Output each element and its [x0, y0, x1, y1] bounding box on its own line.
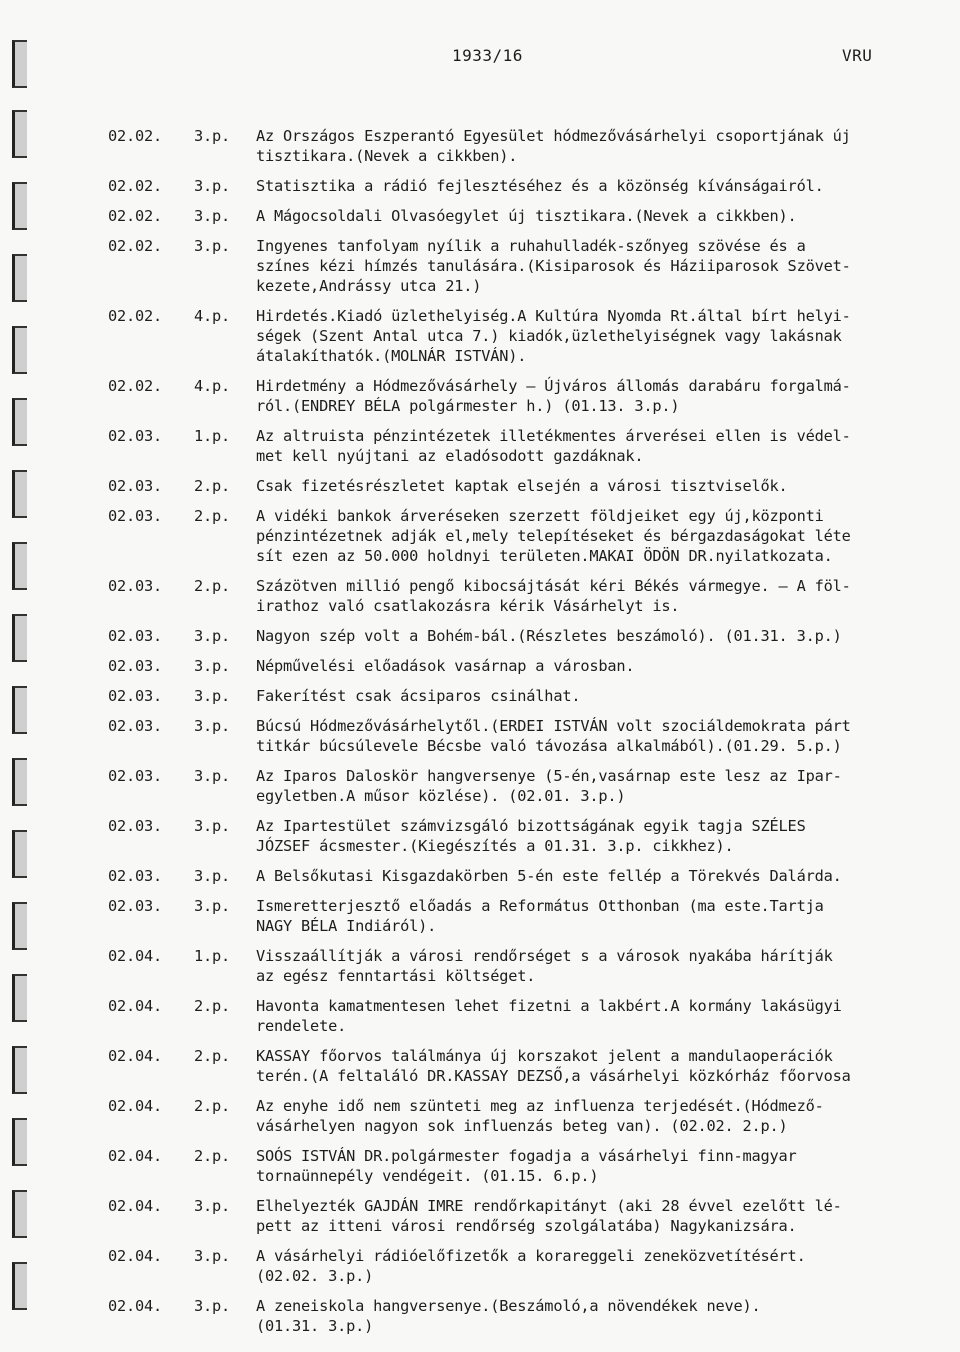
entry-page: 3.p.	[194, 657, 231, 675]
entry-page: 2.p.	[194, 477, 231, 495]
binding-hole	[12, 542, 27, 590]
list-item	[108, 716, 948, 756]
list-item	[108, 896, 948, 936]
entry-page: 2.p.	[194, 1147, 231, 1165]
entry-text: Az Ipartestület számvizsgáló bizottságának egyik tagja SZÉLES JÓZSEF ácsmester.(Kiegészítés a 01.31. 3.p. cikkhez).	[256, 817, 806, 855]
binding-hole	[12, 398, 27, 446]
binding-hole	[12, 686, 27, 734]
entry-date: 02.03.	[108, 427, 163, 445]
binding-hole	[12, 758, 27, 806]
list-item	[108, 946, 948, 986]
entry-list	[108, 126, 948, 1336]
entry-page: 2.p.	[194, 997, 231, 1015]
list-item	[108, 866, 948, 886]
binding-hole	[12, 1046, 27, 1094]
entry-page: 3.p.	[194, 627, 231, 645]
entry-text: Fakerítést csak ácsiparos csinálhat.	[256, 687, 581, 705]
binding-hole	[12, 974, 27, 1022]
entry-page: 3.p.	[194, 1247, 231, 1265]
entry-text: Nagyon szép volt a Bohém-bál.(Részletes beszámoló). (01.31. 3.p.)	[256, 627, 842, 645]
entry-text: Az Országos Eszperantó Egyesület hódmezővásárhelyi csoportjának új tisztikara.(Nevek a cikkben).	[256, 127, 851, 165]
entry-text: Az Iparos Daloskör hangversenye (5-én,vasárnap este lesz az Ipar- egyletben.A műsor közlése). (02.01. 3.p.)	[256, 767, 842, 805]
binding-hole	[12, 470, 27, 518]
entry-date: 02.02.	[108, 177, 163, 195]
binding-hole	[12, 1262, 27, 1310]
list-item	[108, 1046, 948, 1086]
list-item	[108, 236, 948, 296]
entry-date: 02.04.	[108, 1047, 163, 1065]
entry-date: 02.02.	[108, 127, 163, 145]
entry-text: Csak fizetésrészletet kaptak elsején a városi tisztviselők.	[256, 477, 788, 495]
list-item	[108, 766, 948, 806]
entry-page: 1.p.	[194, 427, 231, 445]
entry-date: 02.03.	[108, 867, 163, 885]
entry-date: 02.03.	[108, 817, 163, 835]
entry-text: Búcsú Hódmezővásárhelytől.(ERDEI ISTVÁN volt szociáldemokrata párt titkár búcsúlevele Bécsbe való távozása alkalmából).(01.29. 5.p.)	[256, 717, 851, 755]
list-item	[108, 686, 948, 706]
list-item	[108, 376, 948, 416]
list-item	[108, 996, 948, 1036]
binding-hole	[12, 40, 27, 88]
entry-text: Elhelyezték GAJDÁN IMRE rendőrkapitányt (aki 28 évvel ezelőtt lé- pett az itteni városi rendőrség szolgálatába) Nagykanizsára.	[256, 1197, 842, 1235]
entry-date: 02.03.	[108, 657, 163, 675]
entry-text: Az enyhe idő nem szünteti meg az influenza terjedését.(Hódmező- vásárhelyen nagyon sok influenzás beteg van). (02.02. 2.p.)	[256, 1097, 824, 1135]
list-item	[108, 126, 948, 166]
entry-page: 3.p.	[194, 687, 231, 705]
list-item	[108, 816, 948, 856]
list-item	[108, 1146, 948, 1186]
entry-text: Az altruista pénzintézetek illetékmentes árverései ellen is védel- met kell nyújtani az eladósodott gazdáknak.	[256, 427, 851, 465]
list-item	[108, 1246, 948, 1286]
binding-holes	[0, 0, 40, 1352]
list-item	[108, 1296, 948, 1336]
entry-date: 02.04.	[108, 1197, 163, 1215]
list-item	[108, 206, 948, 226]
entry-text: Ismeretterjesztő előadás a Református Otthonban (ma este.Tartja NAGY BÉLA Indiáról).	[256, 897, 824, 935]
entry-date: 02.02.	[108, 377, 163, 395]
binding-hole	[12, 1190, 27, 1238]
entry-text: KASSAY főorvos találmánya új korszakot jelent a mandulaoperációk terén.(A feltaláló DR.KASSAY DEZSŐ,a vásárhelyi közkórház főorvosa	[256, 1047, 851, 1085]
entry-page: 4.p.	[194, 377, 231, 395]
entry-text: A zeneiskola hangversenye.(Beszámoló,a növendékek neve). (01.31. 3.p.)	[256, 1297, 761, 1335]
list-item	[108, 656, 948, 676]
list-item	[108, 506, 948, 566]
entry-page: 3.p.	[194, 237, 231, 255]
entry-page: 3.p.	[194, 207, 231, 225]
binding-hole	[12, 902, 27, 950]
entry-page: 3.p.	[194, 1297, 231, 1315]
entry-date: 02.03.	[108, 897, 163, 915]
entry-text: Népművelési előadások vasárnap a városban.	[256, 657, 635, 675]
binding-hole	[12, 1118, 27, 1166]
list-item	[108, 576, 948, 616]
entry-text: Havonta kamatmentesen lehet fizetni a lakbért.A kormány lakásügyi rendelete.	[256, 997, 842, 1035]
entry-page: 3.p.	[194, 817, 231, 835]
entry-text: Hirdetés.Kiadó üzlethelyiség.A Kultúra Nyomda Rt.által bírt helyi- ségek (Szent Antal utca 7.) kiadók,üzlethelyiségnek vagy lakásnak átalakíthatók.(MOLNÁR ISTVÁN).	[256, 307, 851, 365]
entry-date: 02.02.	[108, 237, 163, 255]
entry-date: 02.02.	[108, 207, 163, 225]
list-item	[108, 306, 948, 366]
entry-page: 3.p.	[194, 867, 231, 885]
entry-date: 02.02.	[108, 307, 163, 325]
entry-text: Ingyenes tanfolyam nyílik a ruhahulladék-szőnyeg szövése és a színes kézi hímzés tanulására.(Kisiparosok és Háziiparosok Szövet- kezete,Andrássy utca 21.)	[256, 237, 851, 295]
entry-text: Visszaállítják a városi rendőrséget s a városok nyakába hárítják az egész fenntartási költséget.	[256, 947, 833, 985]
entry-page: 2.p.	[194, 577, 231, 595]
entry-text: A vásárhelyi rádióelőfizetők a korareggeli zeneközvetítésért. (02.02. 3.p.)	[256, 1247, 806, 1285]
entry-date: 02.03.	[108, 767, 163, 785]
binding-hole	[12, 326, 27, 374]
entry-text: A Mágocsoldali Olvasóegylet új tisztikara.(Nevek a cikkben).	[256, 207, 797, 225]
entry-page: 4.p.	[194, 307, 231, 325]
entry-page: 2.p.	[194, 1047, 231, 1065]
entry-date: 02.03.	[108, 717, 163, 735]
entry-page: 3.p.	[194, 1197, 231, 1215]
list-item	[108, 626, 948, 646]
entry-date: 02.04.	[108, 947, 163, 965]
entry-date: 02.04.	[108, 1147, 163, 1165]
entry-page: 3.p.	[194, 717, 231, 735]
entry-text: Százötven millió pengő kibocsájtását kéri Békés vármegye. – A föl- irathoz való csatlakozásra kérik Vásárhelyt is.	[256, 577, 851, 615]
list-item	[108, 426, 948, 466]
entry-text: Hirdetmény a Hódmezővásárhely – Újváros állomás darabáru forgalmá- ról.(ENDREY BÉLA polgármester h.) (01.13. 3.p.)	[256, 377, 851, 415]
entry-text: SOÓS ISTVÁN DR.polgármester fogadja a vásárhelyi finn-magyar tornaünnepély vendégeit. (01.15. 6.p.)	[256, 1147, 797, 1185]
list-item	[108, 1196, 948, 1236]
entry-date: 02.04.	[108, 1247, 163, 1265]
document-tag: VRU	[842, 46, 873, 65]
entry-page: 3.p.	[194, 177, 231, 195]
entry-page: 2.p.	[194, 1097, 231, 1115]
entry-date: 02.04.	[108, 1097, 163, 1115]
list-item	[108, 1096, 948, 1136]
entry-page: 1.p.	[194, 947, 231, 965]
entry-text: Statisztika a rádió fejlesztéséhez és a közönség kívánságairól.	[256, 177, 824, 195]
entry-page: 3.p.	[194, 127, 231, 145]
binding-hole	[12, 110, 27, 158]
entry-page: 2.p.	[194, 507, 231, 525]
list-item	[108, 176, 948, 196]
entry-page: 3.p.	[194, 897, 231, 915]
entry-date: 02.04.	[108, 997, 163, 1015]
binding-hole	[12, 830, 27, 878]
entry-text: A Belsőkutasi Kisgazdakörben 5-én este fellép a Törekvés Dalárda.	[256, 867, 842, 885]
entry-date: 02.04.	[108, 1297, 163, 1315]
entry-date: 02.03.	[108, 687, 163, 705]
binding-hole	[12, 614, 27, 662]
list-item	[108, 476, 948, 496]
entry-date: 02.03.	[108, 507, 163, 525]
binding-hole	[12, 254, 27, 302]
entry-date: 02.03.	[108, 477, 163, 495]
entry-date: 02.03.	[108, 627, 163, 645]
binding-hole	[12, 182, 27, 230]
entry-date: 02.03.	[108, 577, 163, 595]
entry-page: 3.p.	[194, 767, 231, 785]
entry-text: A vidéki bankok árveréseken szerzett földjeiket egy új,központi pénzintézetnek adják el,mely telepítéseket és bérgazdaságokat léte sít ezen az 50.000 holdnyi területen.MAKAI ÖDÖN DR.nyilatkozata.	[256, 507, 851, 565]
document-code: 1933/16	[452, 46, 523, 65]
